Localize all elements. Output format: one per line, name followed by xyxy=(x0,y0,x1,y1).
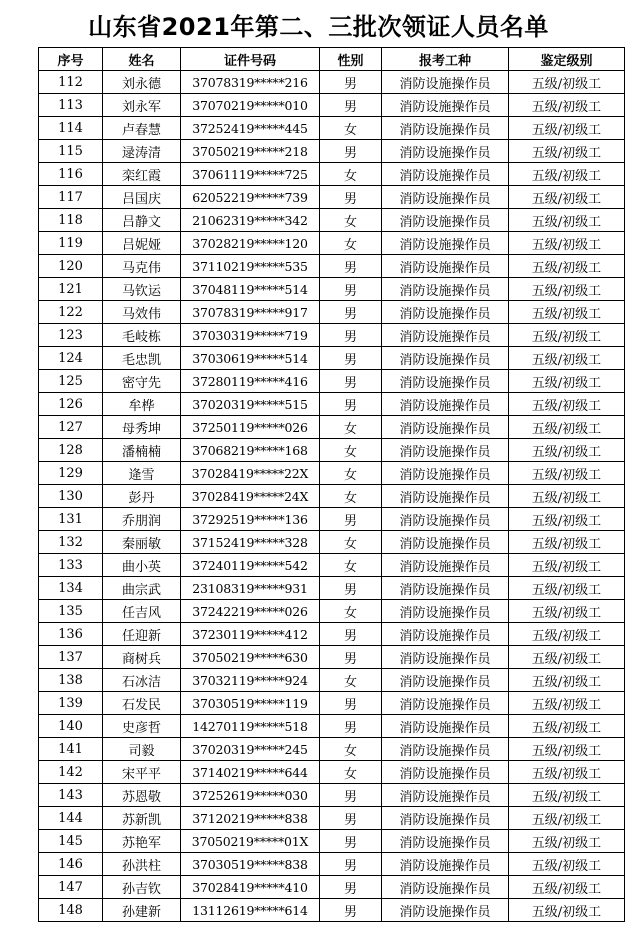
cell-id-number: 37050219*****01X xyxy=(181,830,320,853)
cell-id-number: 37028219*****120 xyxy=(181,232,320,255)
cell-id-number: 37252419*****445 xyxy=(181,117,320,140)
cell-job-type: 消防设施操作员 xyxy=(382,278,509,301)
cell-id-number: 37048119*****514 xyxy=(181,278,320,301)
cell-serial: 121 xyxy=(39,278,103,301)
table-row xyxy=(39,439,625,462)
cell-gender: 女 xyxy=(320,462,382,485)
cell-job-type: 消防设施操作员 xyxy=(382,715,509,738)
cell-name: 吕国庆 xyxy=(103,186,181,209)
cell-name: 孙吉钦 xyxy=(103,876,181,899)
cell-serial: 126 xyxy=(39,393,103,416)
cell-level: 五级/初级工 xyxy=(509,439,625,462)
cell-name: 逄雪 xyxy=(103,462,181,485)
cell-job-type: 消防设施操作员 xyxy=(382,255,509,278)
cell-level: 五级/初级工 xyxy=(509,876,625,899)
cell-level: 五级/初级工 xyxy=(509,393,625,416)
cell-job-type: 消防设施操作员 xyxy=(382,623,509,646)
cell-name: 秦丽敏 xyxy=(103,531,181,554)
cell-job-type: 消防设施操作员 xyxy=(382,117,509,140)
cell-level: 五级/初级工 xyxy=(509,531,625,554)
cell-gender: 女 xyxy=(320,439,382,462)
table-row xyxy=(39,807,625,830)
table-header xyxy=(39,48,625,71)
cell-gender: 男 xyxy=(320,577,382,600)
page-title: 山东省2021年第二、三批次领证人员名单 xyxy=(88,13,549,41)
cell-job-type: 消防设施操作员 xyxy=(382,439,509,462)
cell-name: 母秀坤 xyxy=(103,416,181,439)
cell-name: 毛岐栋 xyxy=(103,324,181,347)
cell-id-number: 37030519*****838 xyxy=(181,853,320,876)
cell-name: 曲宗武 xyxy=(103,577,181,600)
cell-serial: 139 xyxy=(39,692,103,715)
cell-level: 五级/初级工 xyxy=(509,899,625,922)
cell-serial: 145 xyxy=(39,830,103,853)
table-row xyxy=(39,393,625,416)
cell-level: 五级/初级工 xyxy=(509,370,625,393)
cell-id-number: 37030319*****719 xyxy=(181,324,320,347)
cell-name: 潘楠楠 xyxy=(103,439,181,462)
cell-job-type: 消防设施操作员 xyxy=(382,163,509,186)
table-row xyxy=(39,278,625,301)
cell-id-number: 37050219*****218 xyxy=(181,140,320,163)
cell-job-type: 消防设施操作员 xyxy=(382,807,509,830)
table-row xyxy=(39,71,625,94)
cell-serial: 133 xyxy=(39,554,103,577)
cell-id-number: 62052219*****739 xyxy=(181,186,320,209)
table-row xyxy=(39,117,625,140)
cell-id-number: 37068219*****168 xyxy=(181,439,320,462)
cell-serial: 131 xyxy=(39,508,103,531)
cell-id-number: 37061119*****725 xyxy=(181,163,320,186)
cell-gender: 男 xyxy=(320,255,382,278)
cell-serial: 136 xyxy=(39,623,103,646)
cell-level: 五级/初级工 xyxy=(509,347,625,370)
cell-job-type: 消防设施操作员 xyxy=(382,416,509,439)
cell-id-number: 37020319*****515 xyxy=(181,393,320,416)
cell-id-number: 23108319*****931 xyxy=(181,577,320,600)
cell-serial: 112 xyxy=(39,71,103,94)
cell-job-type: 消防设施操作员 xyxy=(382,209,509,232)
table-row xyxy=(39,301,625,324)
cell-gender: 男 xyxy=(320,71,382,94)
table-row xyxy=(39,554,625,577)
cell-id-number: 37070219*****010 xyxy=(181,94,320,117)
header-id-number: 证件号码 xyxy=(181,48,320,71)
table-row xyxy=(39,232,625,255)
cell-name: 任迎新 xyxy=(103,623,181,646)
cell-job-type: 消防设施操作员 xyxy=(382,899,509,922)
cell-serial: 137 xyxy=(39,646,103,669)
table-row xyxy=(39,255,625,278)
cell-name: 逯涛清 xyxy=(103,140,181,163)
cell-job-type: 消防设施操作员 xyxy=(382,347,509,370)
cell-job-type: 消防设施操作员 xyxy=(382,853,509,876)
cell-id-number: 37028419*****410 xyxy=(181,876,320,899)
cell-serial: 117 xyxy=(39,186,103,209)
cell-serial: 127 xyxy=(39,416,103,439)
cell-job-type: 消防设施操作员 xyxy=(382,71,509,94)
cell-serial: 119 xyxy=(39,232,103,255)
cell-id-number: 13112619*****614 xyxy=(181,899,320,922)
cell-gender: 男 xyxy=(320,347,382,370)
table-row xyxy=(39,209,625,232)
cell-id-number: 37028419*****22X xyxy=(181,462,320,485)
table-row xyxy=(39,485,625,508)
table-row xyxy=(39,94,625,117)
cell-serial: 122 xyxy=(39,301,103,324)
table-row xyxy=(39,508,625,531)
cell-job-type: 消防设施操作员 xyxy=(382,531,509,554)
cell-gender: 男 xyxy=(320,853,382,876)
cell-level: 五级/初级工 xyxy=(509,117,625,140)
cell-id-number: 37152419*****328 xyxy=(181,531,320,554)
cell-gender: 女 xyxy=(320,163,382,186)
cell-level: 五级/初级工 xyxy=(509,715,625,738)
cell-level: 五级/初级工 xyxy=(509,577,625,600)
cell-serial: 142 xyxy=(39,761,103,784)
cell-serial: 129 xyxy=(39,462,103,485)
cell-gender: 男 xyxy=(320,646,382,669)
cell-serial: 130 xyxy=(39,485,103,508)
cell-level: 五级/初级工 xyxy=(509,807,625,830)
cell-name: 马克伟 xyxy=(103,255,181,278)
cell-id-number: 37140219*****644 xyxy=(181,761,320,784)
cell-id-number: 37230119*****412 xyxy=(181,623,320,646)
cell-name: 彭丹 xyxy=(103,485,181,508)
cell-level: 五级/初级工 xyxy=(509,163,625,186)
cell-gender: 女 xyxy=(320,531,382,554)
cell-job-type: 消防设施操作员 xyxy=(382,876,509,899)
cell-name: 石冰洁 xyxy=(103,669,181,692)
table-row xyxy=(39,140,625,163)
cell-name: 卢春慧 xyxy=(103,117,181,140)
cell-serial: 115 xyxy=(39,140,103,163)
cell-level: 五级/初级工 xyxy=(509,692,625,715)
cell-gender: 男 xyxy=(320,393,382,416)
table-row xyxy=(39,876,625,899)
header-gender: 性别 xyxy=(320,48,382,71)
table-body xyxy=(39,71,625,922)
cell-level: 五级/初级工 xyxy=(509,462,625,485)
cell-gender: 女 xyxy=(320,209,382,232)
table-row xyxy=(39,416,625,439)
cell-name: 牟桦 xyxy=(103,393,181,416)
cell-job-type: 消防设施操作员 xyxy=(382,324,509,347)
cell-name: 密守先 xyxy=(103,370,181,393)
cell-serial: 144 xyxy=(39,807,103,830)
cell-gender: 女 xyxy=(320,232,382,255)
cell-gender: 男 xyxy=(320,94,382,117)
cell-level: 五级/初级工 xyxy=(509,209,625,232)
cell-name: 刘永德 xyxy=(103,71,181,94)
cell-gender: 男 xyxy=(320,623,382,646)
header-row xyxy=(39,48,625,71)
cell-serial: 148 xyxy=(39,899,103,922)
cell-gender: 男 xyxy=(320,830,382,853)
cell-name: 刘永军 xyxy=(103,94,181,117)
table-row xyxy=(39,163,625,186)
cell-gender: 男 xyxy=(320,807,382,830)
cell-id-number: 21062319*****342 xyxy=(181,209,320,232)
table-row xyxy=(39,623,625,646)
table-row xyxy=(39,646,625,669)
header-job-type: 报考工种 xyxy=(382,48,509,71)
cell-gender: 男 xyxy=(320,784,382,807)
cell-serial: 134 xyxy=(39,577,103,600)
cell-gender: 女 xyxy=(320,761,382,784)
cell-name: 毛忠凯 xyxy=(103,347,181,370)
cell-name: 苏新凯 xyxy=(103,807,181,830)
cell-serial: 132 xyxy=(39,531,103,554)
cell-level: 五级/初级工 xyxy=(509,830,625,853)
cell-name: 史彦哲 xyxy=(103,715,181,738)
cell-level: 五级/初级工 xyxy=(509,784,625,807)
cell-id-number: 37250119*****026 xyxy=(181,416,320,439)
cell-job-type: 消防设施操作员 xyxy=(382,830,509,853)
cell-id-number: 37078319*****917 xyxy=(181,301,320,324)
cell-id-number: 37078319*****216 xyxy=(181,71,320,94)
cell-job-type: 消防设施操作员 xyxy=(382,301,509,324)
roster-table xyxy=(38,47,625,922)
cell-job-type: 消防设施操作员 xyxy=(382,761,509,784)
cell-level: 五级/初级工 xyxy=(509,738,625,761)
cell-name: 孙洪柱 xyxy=(103,853,181,876)
cell-id-number: 14270119*****518 xyxy=(181,715,320,738)
cell-serial: 135 xyxy=(39,600,103,623)
cell-name: 商树兵 xyxy=(103,646,181,669)
cell-name: 任吉风 xyxy=(103,600,181,623)
cell-level: 五级/初级工 xyxy=(509,71,625,94)
cell-id-number: 37120219*****838 xyxy=(181,807,320,830)
cell-serial: 118 xyxy=(39,209,103,232)
cell-job-type: 消防设施操作员 xyxy=(382,140,509,163)
cell-gender: 女 xyxy=(320,669,382,692)
cell-name: 孙建新 xyxy=(103,899,181,922)
cell-serial: 143 xyxy=(39,784,103,807)
table-row xyxy=(39,186,625,209)
table-row xyxy=(39,899,625,922)
cell-level: 五级/初级工 xyxy=(509,485,625,508)
cell-job-type: 消防设施操作员 xyxy=(382,554,509,577)
cell-name: 苏恩敬 xyxy=(103,784,181,807)
cell-level: 五级/初级工 xyxy=(509,646,625,669)
cell-id-number: 37020319*****245 xyxy=(181,738,320,761)
cell-job-type: 消防设施操作员 xyxy=(382,232,509,255)
cell-gender: 女 xyxy=(320,416,382,439)
cell-serial: 113 xyxy=(39,94,103,117)
cell-serial: 123 xyxy=(39,324,103,347)
cell-job-type: 消防设施操作员 xyxy=(382,462,509,485)
cell-job-type: 消防设施操作员 xyxy=(382,738,509,761)
cell-job-type: 消防设施操作员 xyxy=(382,784,509,807)
cell-level: 五级/初级工 xyxy=(509,853,625,876)
cell-serial: 114 xyxy=(39,117,103,140)
cell-name: 乔朋润 xyxy=(103,508,181,531)
table-row xyxy=(39,370,625,393)
cell-id-number: 37110219*****535 xyxy=(181,255,320,278)
cell-id-number: 37242219*****026 xyxy=(181,600,320,623)
cell-level: 五级/初级工 xyxy=(509,140,625,163)
header-level: 鉴定级别 xyxy=(509,48,625,71)
cell-id-number: 37050219*****630 xyxy=(181,646,320,669)
cell-gender: 男 xyxy=(320,692,382,715)
cell-gender: 男 xyxy=(320,899,382,922)
cell-level: 五级/初级工 xyxy=(509,416,625,439)
table-row xyxy=(39,324,625,347)
cell-gender: 男 xyxy=(320,715,382,738)
cell-gender: 男 xyxy=(320,301,382,324)
cell-gender: 女 xyxy=(320,554,382,577)
cell-serial: 125 xyxy=(39,370,103,393)
table-row xyxy=(39,600,625,623)
cell-gender: 男 xyxy=(320,140,382,163)
cell-level: 五级/初级工 xyxy=(509,255,625,278)
cell-level: 五级/初级工 xyxy=(509,508,625,531)
cell-name: 司毅 xyxy=(103,738,181,761)
cell-name: 马钦运 xyxy=(103,278,181,301)
cell-serial: 120 xyxy=(39,255,103,278)
cell-gender: 女 xyxy=(320,600,382,623)
cell-job-type: 消防设施操作员 xyxy=(382,508,509,531)
cell-id-number: 37032119*****924 xyxy=(181,669,320,692)
table-row xyxy=(39,761,625,784)
cell-level: 五级/初级工 xyxy=(509,669,625,692)
cell-serial: 116 xyxy=(39,163,103,186)
cell-gender: 男 xyxy=(320,278,382,301)
cell-gender: 男 xyxy=(320,508,382,531)
cell-job-type: 消防设施操作员 xyxy=(382,669,509,692)
cell-gender: 男 xyxy=(320,324,382,347)
cell-gender: 男 xyxy=(320,186,382,209)
table-row xyxy=(39,692,625,715)
table-row xyxy=(39,830,625,853)
table-row xyxy=(39,531,625,554)
cell-id-number: 37030519*****119 xyxy=(181,692,320,715)
cell-id-number: 37240119*****542 xyxy=(181,554,320,577)
cell-serial: 146 xyxy=(39,853,103,876)
cell-job-type: 消防设施操作员 xyxy=(382,600,509,623)
cell-id-number: 37030619*****514 xyxy=(181,347,320,370)
cell-level: 五级/初级工 xyxy=(509,278,625,301)
cell-level: 五级/初级工 xyxy=(509,600,625,623)
cell-id-number: 37292519*****136 xyxy=(181,508,320,531)
cell-name: 吕静文 xyxy=(103,209,181,232)
cell-job-type: 消防设施操作员 xyxy=(382,485,509,508)
cell-name: 马效伟 xyxy=(103,301,181,324)
cell-level: 五级/初级工 xyxy=(509,301,625,324)
cell-name: 栾红霞 xyxy=(103,163,181,186)
cell-name: 宋平平 xyxy=(103,761,181,784)
header-serial: 序号 xyxy=(39,48,103,71)
table-row xyxy=(39,462,625,485)
cell-job-type: 消防设施操作员 xyxy=(382,370,509,393)
cell-name: 苏艳军 xyxy=(103,830,181,853)
cell-serial: 141 xyxy=(39,738,103,761)
cell-gender: 男 xyxy=(320,876,382,899)
cell-serial: 140 xyxy=(39,715,103,738)
cell-serial: 128 xyxy=(39,439,103,462)
cell-job-type: 消防设施操作员 xyxy=(382,692,509,715)
cell-id-number: 37252619*****030 xyxy=(181,784,320,807)
cell-serial: 147 xyxy=(39,876,103,899)
cell-level: 五级/初级工 xyxy=(509,232,625,255)
cell-id-number: 37028419*****24X xyxy=(181,485,320,508)
cell-level: 五级/初级工 xyxy=(509,761,625,784)
cell-serial: 138 xyxy=(39,669,103,692)
cell-serial: 124 xyxy=(39,347,103,370)
cell-gender: 女 xyxy=(320,485,382,508)
cell-name: 吕妮娅 xyxy=(103,232,181,255)
cell-gender: 女 xyxy=(320,738,382,761)
cell-job-type: 消防设施操作员 xyxy=(382,393,509,416)
cell-name: 曲小英 xyxy=(103,554,181,577)
table-row xyxy=(39,784,625,807)
cell-level: 五级/初级工 xyxy=(509,623,625,646)
cell-name: 石发民 xyxy=(103,692,181,715)
header-name: 姓名 xyxy=(103,48,181,71)
table-row xyxy=(39,738,625,761)
cell-gender: 女 xyxy=(320,117,382,140)
table-row xyxy=(39,669,625,692)
cell-job-type: 消防设施操作员 xyxy=(382,646,509,669)
cell-level: 五级/初级工 xyxy=(509,94,625,117)
table-row xyxy=(39,577,625,600)
cell-job-type: 消防设施操作员 xyxy=(382,577,509,600)
cell-level: 五级/初级工 xyxy=(509,554,625,577)
cell-id-number: 37280119*****416 xyxy=(181,370,320,393)
table-row xyxy=(39,853,625,876)
cell-gender: 男 xyxy=(320,370,382,393)
cell-job-type: 消防设施操作员 xyxy=(382,186,509,209)
table-row xyxy=(39,347,625,370)
cell-level: 五级/初级工 xyxy=(509,324,625,347)
table-row xyxy=(39,715,625,738)
cell-job-type: 消防设施操作员 xyxy=(382,94,509,117)
cell-level: 五级/初级工 xyxy=(509,186,625,209)
